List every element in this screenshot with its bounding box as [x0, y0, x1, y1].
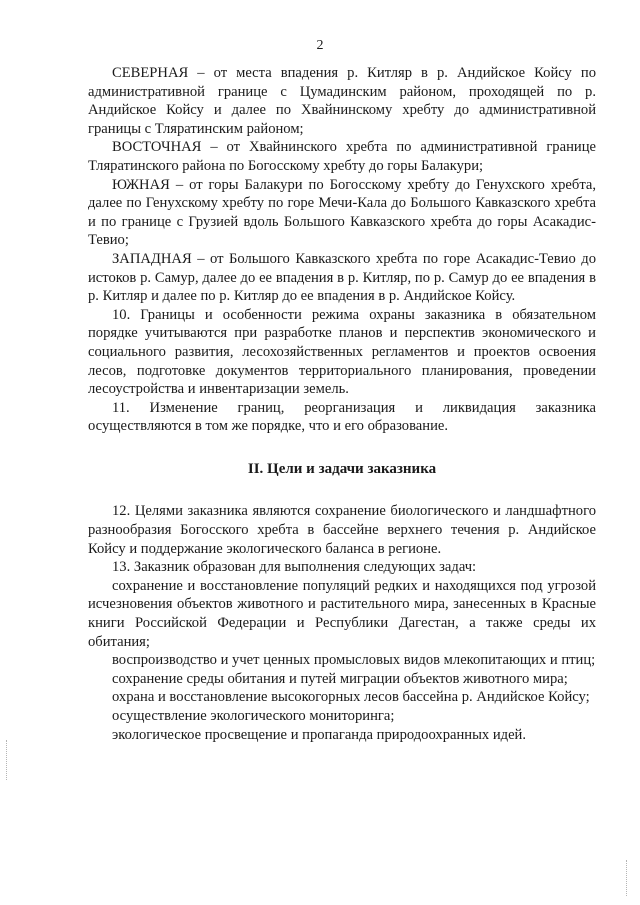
boundary-east-paragraph: ВОСТОЧНАЯ – от Хвайнинского хребта по административной границе Тляратинского района по Богосскому хребту до горы Балакури; [88, 139, 596, 174]
clause-11-paragraph: 11. Изменение границ, реорганизация и ликвидация заказника осуществляются в том же порядке, что и его образование. [88, 399, 596, 435]
page-number: 2 [316, 38, 324, 53]
section-heading: II. Цели и задачи заказника [247, 460, 437, 477]
task-item: сохранение и восстановление популяций редких и находящихся под угрозой исчезновения объектов животного и растительного мира, занесенных в Красные книги Российской Федерации и Республики Дагестан, а также среды их обитания; [88, 577, 596, 650]
boundary-west-paragraph: ЗАПАДНАЯ – от Большого Кавказского хребта по горе Асакадис-Тевио до истоков р. Самур, далее до ее впадения в р. Китляр, по р. Самур до ее впадения в р. Китляр и далее по р. Китляр до ее впадения в р. Андийское Койсу. [88, 250, 596, 305]
task-item: осуществление экологического мониторинга; [112, 708, 395, 724]
clause-10-paragraph: 10. Границы и особенности режима охраны заказника в обязательном порядке учитываются при разработке планов и перспектив экономического и социального развития, лесохозяйственных регламентов и проектов освоения лесов, подготовке документов территориального планирования, проведении лесоустройства и инвентаризации земель. [88, 306, 596, 398]
task-item: экологическое просвещение и пропаганда природоохранных идей. [112, 726, 527, 743]
document-body [88, 64, 596, 744]
task-item: охрана и восстановление высокогорных лесов бассейна р. Андийское Койсу; [112, 689, 590, 706]
task-item: сохранение среды обитания и путей миграции объектов животного мира; [112, 670, 568, 687]
task-item: воспроизводство и учет ценных промысловых видов млекопитающих и птиц; [112, 652, 596, 669]
boundary-north-paragraph: СЕВЕРНАЯ – от места впадения р. Китляр в р. Андийское Койсу по административной границе с Цумадинским районом, проходящей по р. Андийское Койсу и далее по Хвайнинскому хребту до административной границы с Тляратинским районом; [88, 65, 596, 137]
clause-12-paragraph: 12. Целями заказника являются сохранение биологического и ландшафтного разнообразия Богосского хребта в бассейне верхнего течения р. Андийское Койсу и поддержание экологического баланса в регионе. [88, 503, 596, 557]
boundary-south-paragraph: ЮЖНАЯ – от горы Балакури по Богосскому хребту до Генухского хребта, далее по Генухскому хребту по горе Мечи-Кала до Большого Кавказского хребта и по границе с Грузией вдоль Большого Кавказского хребта до горы Асакадис-Тевио; [88, 176, 596, 249]
scan-artifact [626, 860, 629, 896]
clause-13-paragraph: 13. Заказник образован для выполнения следующих задач: [112, 559, 477, 576]
scan-artifact [6, 740, 9, 780]
